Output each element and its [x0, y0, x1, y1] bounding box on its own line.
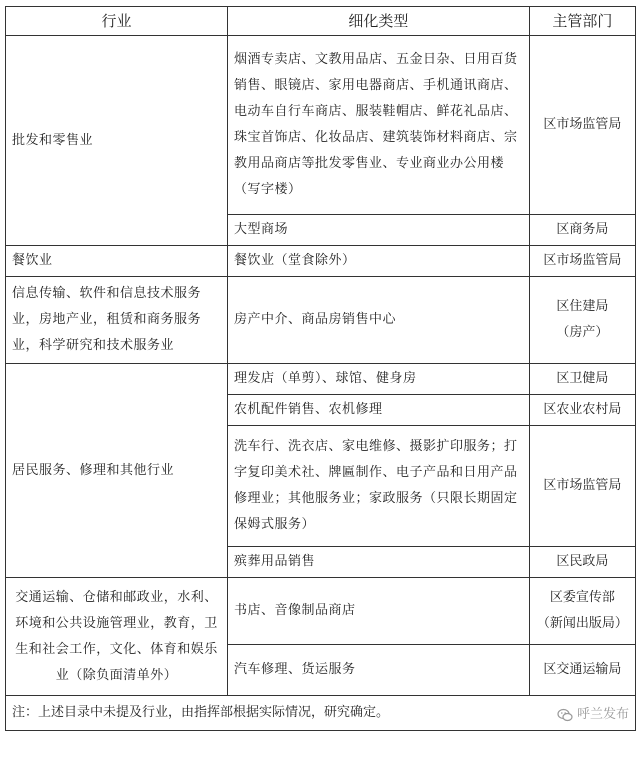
- department-cell: 区市场监管局: [529, 246, 635, 277]
- detail-cell: 大型商场: [228, 215, 530, 246]
- detail-cell: 农机配件销售、农机修理: [228, 395, 530, 426]
- department-cell: 区市场监管局: [529, 426, 635, 547]
- note-cell: [6, 696, 636, 731]
- department-line: 区委宣传部: [549, 590, 615, 605]
- table-row: [6, 277, 636, 364]
- detail-cell: 理发店（单剪）、球馆、健身房: [228, 364, 530, 395]
- note-row: [6, 696, 636, 731]
- industry-cell: 居民服务、修理和其他行业: [6, 364, 228, 578]
- detail-cell: 烟酒专卖店、文教用品店、五金日杂、日用百货销售、眼镜店、家用电器商店、手机通讯商店、电动车自行车商店、服装鞋帽店、鲜花礼品店、珠宝首饰店、化妆品店、建筑装饰材料商店、宗教用品商店等批发零售业、专业商业办公用楼（写字楼）: [228, 36, 530, 215]
- table-row: [6, 246, 636, 277]
- department-cell: 区农业农村局: [529, 395, 635, 426]
- wechat-icon: [557, 707, 573, 723]
- industry-table: [5, 6, 636, 731]
- industry-cell: 信息传输、软件和信息技术服务业，房地产业，租赁和商务服务业，科学研究和技术服务业: [6, 277, 228, 364]
- department-cell: 区民政局: [529, 547, 635, 578]
- detail-cell: 殡葬用品销售: [228, 547, 530, 578]
- header-detail: 细化类型: [228, 7, 530, 36]
- header-department: 主管部门: [529, 7, 635, 36]
- header-row: [6, 7, 636, 36]
- table-row: [6, 578, 636, 645]
- detail-cell: 书店、音像制品商店: [228, 578, 530, 645]
- department-cell: 区市场监管局: [529, 36, 635, 215]
- detail-cell: 房产中介、商品房销售中心: [228, 277, 530, 364]
- department-line: 区住建局: [556, 299, 609, 314]
- note-text: 注：上述目录中未提及行业，由指挥部根据实际情况，研究确定。: [12, 705, 390, 720]
- department-cell: [529, 578, 635, 645]
- industry-cell: 批发和零售业: [6, 36, 228, 246]
- department-cell: [529, 277, 635, 364]
- table-row: [6, 364, 636, 395]
- industry-cell: 餐饮业: [6, 246, 228, 277]
- department-line: （房产）: [556, 325, 609, 340]
- watermark: [557, 702, 629, 728]
- department-cell: 区商务局: [529, 215, 635, 246]
- table-row: [6, 36, 636, 215]
- detail-cell: 餐饮业（堂食除外）: [228, 246, 530, 277]
- watermark-text: 呼兰发布: [576, 707, 629, 722]
- detail-cell: 汽车修理、货运服务: [228, 645, 530, 696]
- department-cell: 区交通运输局: [529, 645, 635, 696]
- detail-cell: 洗车行、洗衣店、家电维修、摄影扩印服务；打字复印美术社、牌匾制作、电子产品和日用产品修理业；其他服务业；家政服务（只限长期固定保姆式服务）: [228, 426, 530, 547]
- industry-cell: 交通运输、仓储和邮政业，水利、环境和公共设施管理业，教育，卫生和社会工作，文化、体育和娱乐业（除负面清单外）: [6, 578, 228, 696]
- header-industry: 行业: [6, 7, 228, 36]
- department-cell: 区卫健局: [529, 364, 635, 395]
- department-line: （新闻出版局）: [536, 616, 628, 631]
